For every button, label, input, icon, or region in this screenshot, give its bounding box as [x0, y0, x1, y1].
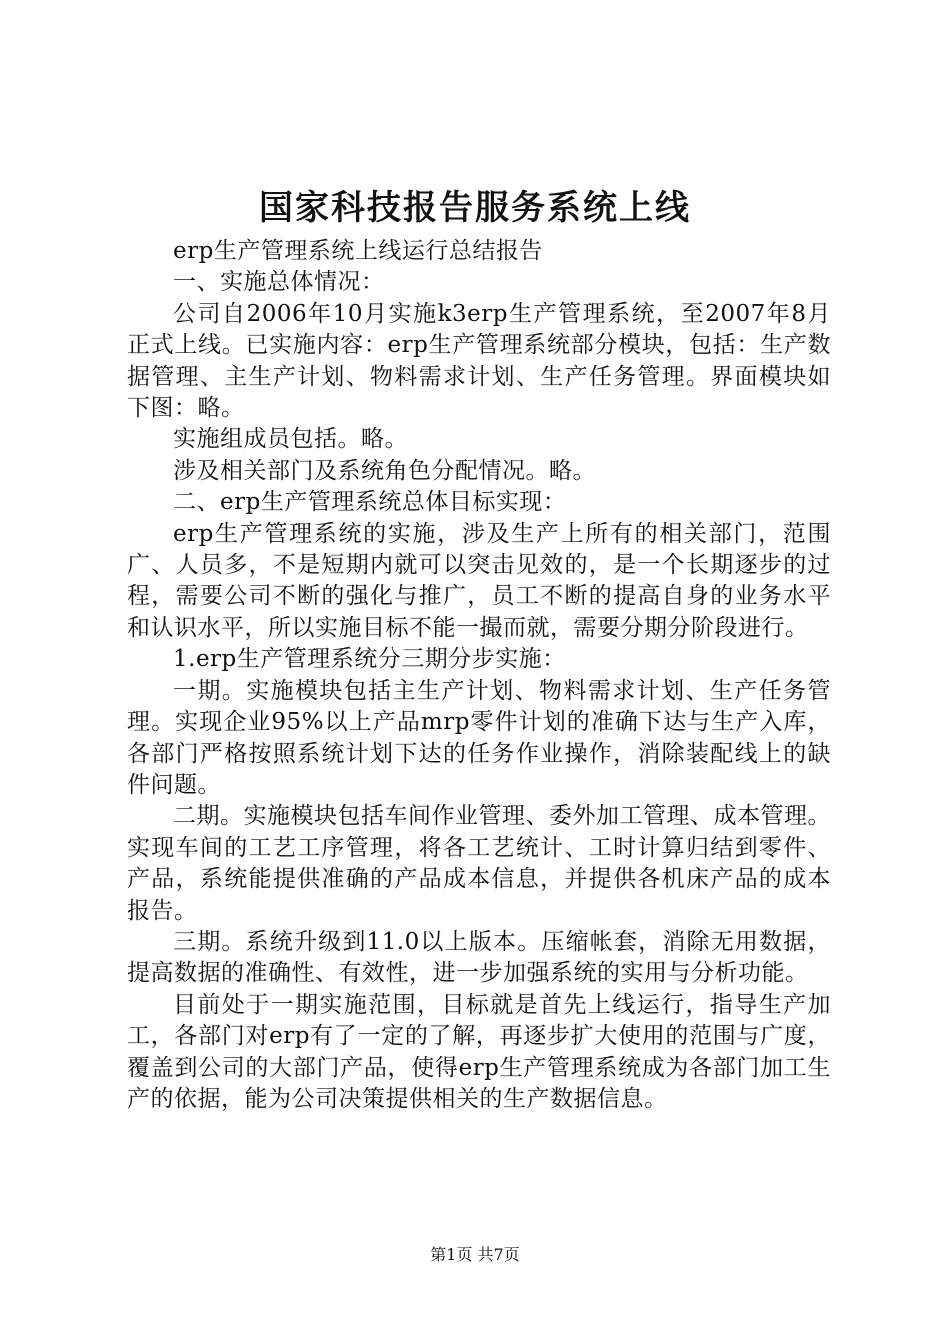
- paragraph-implementation-overview: 公司自2006年10月实施k3erp生产管理系统，至2007年8月正式上线。已实施内容：erp生产管理系统部分模块，包括：生产数据管理、主生产计划、物料需求计划、生产任务管理。界面模块如下图：略。: [127, 300, 831, 422]
- paragraph-section-1-heading: 一、实施总体情况：: [173, 269, 385, 296]
- paragraph-current-status: 目前处于一期实施范围，目标就是首先上线运行，指导生产加工，各部门对erp有了一定的了解，再逐步扩大使用的范围与广度，覆盖到公司的大部门产品，使得erp生产管理系统成为各部门加工生产的依据，能为公司决策提供相关的生产数据信息。: [127, 991, 831, 1112]
- paragraph-team-members: 实施组成员包括。略。: [173, 426, 408, 453]
- page-footer: 第1页 共7页: [430, 1245, 520, 1264]
- paragraph-section-2-heading: 二、erp生产管理系统总体目标实现：: [173, 489, 567, 516]
- paragraph-phase-2: 二期。实施模块包括车间作业管理、委外加工管理、成本管理。实现车间的工艺工序管理，将各工艺统计、工时计算归结到零件、产品，系统能提供准确的产品成本信息，并提供各机床产品的成本报告。: [127, 803, 831, 924]
- document-title: 国家科技报告服务系统上线: [259, 188, 691, 228]
- paragraph-phases-heading: 1.erp生产管理系统分三期分步实施：: [173, 646, 566, 673]
- paragraph-departments-roles: 涉及相关部门及系统角色分配情况。略。: [173, 457, 596, 484]
- paragraph-phase-3: 三期。系统升级到11.0以上版本。压缩帐套，消除无用数据，提高数据的准确性、有效性，进一步加强系统的实用与分析功能。: [127, 928, 831, 987]
- paragraph-goal-description: erp生产管理系统的实施，涉及生产上所有的相关部门，范围广、人员多，不是短期内就可以突击见效的，是一个长期逐步的过程，需要公司不断的强化与推广，员工不断的提高自身的业务水平和认识水平，所以实施目标不能一撮而就，需要分期分阶段进行。: [127, 520, 831, 641]
- paragraph-phase-1: 一期。实施模块包括主生产计划、物料需求计划、生产任务管理。实现企业95%以上产品mrp零件计划的准确下达与生产入库，各部门严格按照系统计划下达的任务作业操作，消除装配线上的缺件问题。: [127, 677, 831, 798]
- paragraph-report-heading: erp生产管理系统上线运行总结报告: [173, 238, 543, 264]
- document-body: [127, 236, 831, 1115]
